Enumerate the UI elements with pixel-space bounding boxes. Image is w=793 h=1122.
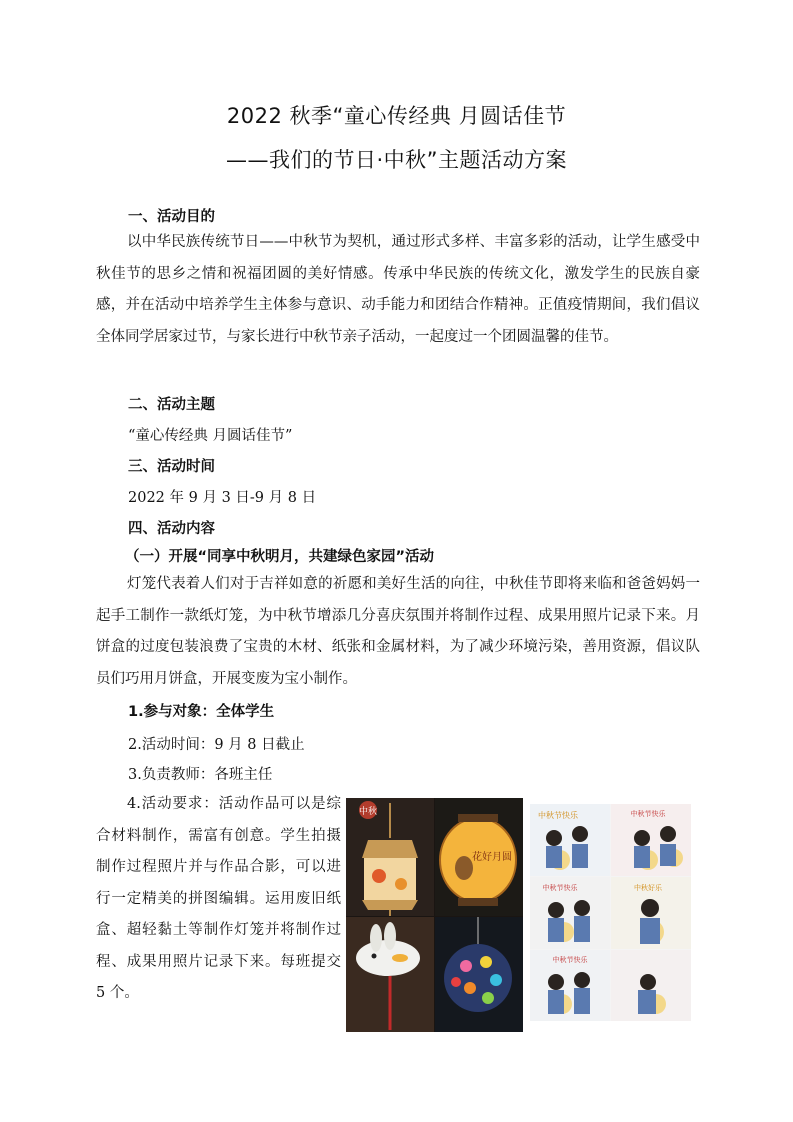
section-body-content: 灯笼代表着人们对于吉祥如意的祈愿和美好生活的向往，中秋佳节即将来临和爸爸妈妈一起手工制作一款纸灯笼，为中秋节增添几分喜庆氛围并将制作过程、成果用照片记录下来。月饼盒的过度包装浪费了宝贵的木材、纸张和金属材料，为了减少环境污染，善用资源，倡议队员们巧用月饼盒，开展变废为宝小制作。 (96, 576, 700, 687)
section-heading-theme: 二、活动主题 (128, 397, 215, 413)
section-body-theme: “童心传经典 月圆话佳节” (128, 428, 293, 444)
collage-caption-4: 中秋好乐 (634, 884, 662, 892)
collage-caption-3: 中秋节快乐 (542, 884, 578, 892)
children-photo-collage (530, 804, 691, 1021)
lantern-photo-collage (346, 798, 523, 1032)
item-deadline: 2.活动时间：9 月 8 日截止 (128, 737, 305, 753)
section-body-purpose: 以中华民族传统节日——中秋节为契机，通过形式多样、丰富多彩的活动，让学生感受中秋佳节的思乡之情和祝福团圆的美好情感。传承中华民族的传统文化，激发学生的民族自豪感，并在活动中培养学生主体参与意识、动手能力和团结合作精神。正值疫情期间，我们倡议全体同学居家过节，与家长进行中秋节亲子活动，一起度过一个团圆温馨的佳节。 (96, 234, 700, 345)
item-teacher: 3.负责教师：各班主任 (128, 767, 273, 783)
badge-text: 中秋 (358, 807, 378, 817)
document-title-line2: ——我们的节日·中秋”主题活动方案 (225, 148, 568, 172)
collage-caption-1: 中秋节快乐 (538, 811, 578, 820)
lantern-collage-image (346, 798, 523, 1032)
subsection-heading-1: （一）开展“同享中秋明月，共建绿色家园”活动 (125, 549, 435, 565)
section-heading-purpose: 一、活动目的 (128, 209, 215, 225)
collage-caption-5: 中秋节快乐 (552, 956, 588, 964)
section-heading-time: 三、活动时间 (128, 459, 215, 475)
item-participants: 1.参与对象：全体学生 (128, 704, 275, 720)
section-body-time: 2022 年 9 月 3 日-9 月 8 日 (128, 490, 317, 506)
lantern-text: 花好月圆 (472, 852, 512, 863)
collage-caption-2: 中秋节快乐 (630, 810, 666, 818)
children-collage-image (530, 804, 691, 1021)
item-requirements: 4.活动要求：活动作品可以是综合材料制作，需富有创意。学生拍摄制作过程照片并与作品合影，可以进行一定精美的拼图编辑。运用废旧纸盒、超轻黏土等制作灯笼并将制作过程、成果用照片记录下来。每班提交 5 个。 (96, 796, 341, 1001)
document-title-line1: 2022 秋季“童心传经典 月圆话佳节 (226, 104, 567, 128)
section-heading-content: 四、活动内容 (128, 521, 215, 537)
